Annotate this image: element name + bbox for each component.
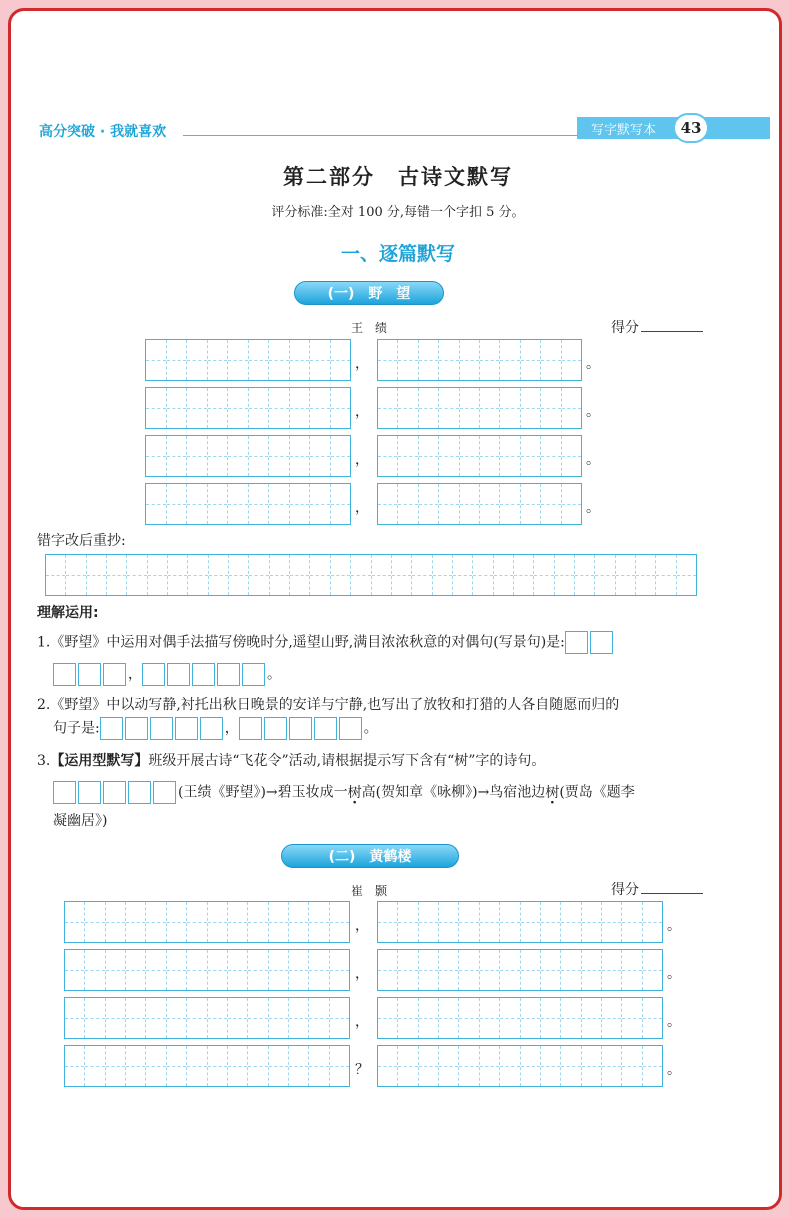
punctuation: 。 (667, 966, 681, 982)
answer-box[interactable] (78, 663, 101, 686)
series-title: 高分突破 · 我就喜欢 (39, 124, 167, 140)
answer-box[interactable] (242, 663, 265, 686)
writing-grid[interactable] (145, 339, 351, 381)
answer-box[interactable] (150, 717, 173, 740)
question-3-hint-3: (贾岛《题李 (559, 784, 635, 801)
question-1 (37, 631, 615, 654)
answer-box[interactable] (103, 781, 126, 804)
question-3-hint-1: (王绩《野望》)→碧玉妆成一 (178, 784, 348, 801)
writing-grid[interactable] (64, 997, 350, 1039)
scoring-rule: 评分标准:全对 100 分,每错一个字扣 5 分。 (271, 205, 525, 220)
question-2-text: 2.《野望》中以动写静,衬托出秋日晚景的安详与宁静,也写出了放牧和打猎的人各自随愿而归的 (37, 697, 620, 713)
punctuation: ， (355, 452, 369, 468)
answer-box[interactable] (200, 717, 223, 740)
punctuation: 。 (586, 500, 600, 516)
score-field[interactable] (611, 879, 703, 899)
worksheet-page (8, 8, 782, 1210)
score-label: 得分 (611, 882, 639, 898)
book-label: 写字默写本 (591, 123, 657, 138)
punctuation: 。 (586, 356, 600, 372)
answer-box[interactable] (125, 717, 148, 740)
answer-box[interactable] (217, 663, 240, 686)
answer-box[interactable] (339, 717, 362, 740)
punctuation: ， (355, 966, 369, 982)
answer-box[interactable] (264, 717, 287, 740)
answer-box[interactable] (314, 717, 337, 740)
questions-heading: 理解运用: (37, 605, 99, 621)
writing-grid[interactable] (145, 435, 351, 477)
question-3-tag: 【运用型默写】 (50, 753, 149, 769)
question-3-number: 3. (37, 753, 51, 769)
writing-grid[interactable] (377, 387, 582, 429)
writing-grid[interactable] (377, 435, 582, 477)
poem-pill-huanghelou: (二) 黄鹤楼 (281, 844, 459, 868)
question-2-answer-row (53, 717, 378, 740)
answer-box[interactable] (175, 717, 198, 740)
question-3-text: 班级开展古诗“飞花令”活动,请根据提示写下含有“树”字的诗句。 (148, 753, 546, 769)
poem-pill-yewang: (一) 野 望 (294, 281, 444, 305)
answer-box[interactable] (53, 663, 76, 686)
punctuation: ， (355, 500, 369, 516)
page-title: 第二部分 古诗文默写 (283, 165, 513, 189)
answer-box[interactable] (53, 781, 76, 804)
punctuation: ， (355, 1014, 369, 1030)
answer-box[interactable] (590, 631, 613, 654)
answer-box[interactable] (239, 717, 262, 740)
header-rule (183, 135, 583, 136)
punctuation: 。 (667, 918, 681, 934)
answer-box[interactable] (78, 781, 101, 804)
writing-grid[interactable] (145, 387, 351, 429)
writing-grid[interactable] (64, 901, 350, 943)
punctuation: ， (128, 666, 142, 683)
answer-box[interactable] (289, 717, 312, 740)
writing-grid[interactable] (377, 949, 663, 991)
section-title: 一、逐篇默写 (340, 243, 455, 265)
score-blank[interactable] (641, 882, 703, 894)
emphasized-char: 树 (347, 784, 362, 801)
punctuation: ， (224, 720, 239, 737)
punctuation: 。 (667, 1062, 681, 1078)
question-3-hint-2: 高(贺知章《咏柳》)→鸟宿池边 (361, 784, 546, 801)
poem-author: 王 绩 (351, 321, 388, 335)
punctuation: 。 (586, 404, 600, 420)
score-field[interactable] (611, 317, 703, 337)
score-blank[interactable] (641, 320, 703, 332)
answer-box[interactable] (100, 717, 123, 740)
answer-box[interactable] (128, 781, 151, 804)
writing-grid[interactable] (377, 997, 663, 1039)
correction-grid[interactable] (45, 554, 697, 596)
writing-grid[interactable] (377, 901, 663, 943)
score-label: 得分 (611, 320, 639, 336)
punctuation: 。 (267, 666, 281, 683)
answer-box[interactable] (565, 631, 588, 654)
question-1-text: 1.《野望》中运用对偶手法描写傍晚时分,遥望山野,满目浓浓秋意的对偶句(写景句)是: (37, 634, 565, 651)
punctuation: ， (355, 356, 369, 372)
punctuation: ？ (355, 1062, 369, 1078)
poem-author: 崔 颢 (351, 884, 388, 898)
question-2-lead: 句子是: (53, 720, 100, 737)
answer-box[interactable] (153, 781, 176, 804)
question-1-answer-row (53, 663, 281, 686)
writing-grid[interactable] (377, 339, 582, 381)
punctuation: ， (355, 918, 369, 934)
correction-label: 错字改后重抄: (37, 533, 126, 549)
answer-box[interactable] (192, 663, 215, 686)
answer-box[interactable] (103, 663, 126, 686)
punctuation: 。 (586, 452, 600, 468)
answer-box[interactable] (142, 663, 165, 686)
punctuation: 。 (667, 1014, 681, 1030)
emphasized-char: 树 (545, 784, 560, 801)
question-3-tail: 凝幽居》) (53, 813, 108, 829)
page-number: 43 (673, 113, 709, 143)
answer-box[interactable] (167, 663, 190, 686)
writing-grid[interactable] (377, 1045, 663, 1087)
punctuation: 。 (363, 720, 378, 737)
writing-grid[interactable] (64, 1045, 350, 1087)
writing-grid[interactable] (145, 483, 351, 525)
punctuation: ， (355, 404, 369, 420)
writing-grid[interactable] (64, 949, 350, 991)
writing-grid[interactable] (377, 483, 582, 525)
question-3-answer-row (53, 781, 635, 804)
question-3 (37, 751, 545, 771)
